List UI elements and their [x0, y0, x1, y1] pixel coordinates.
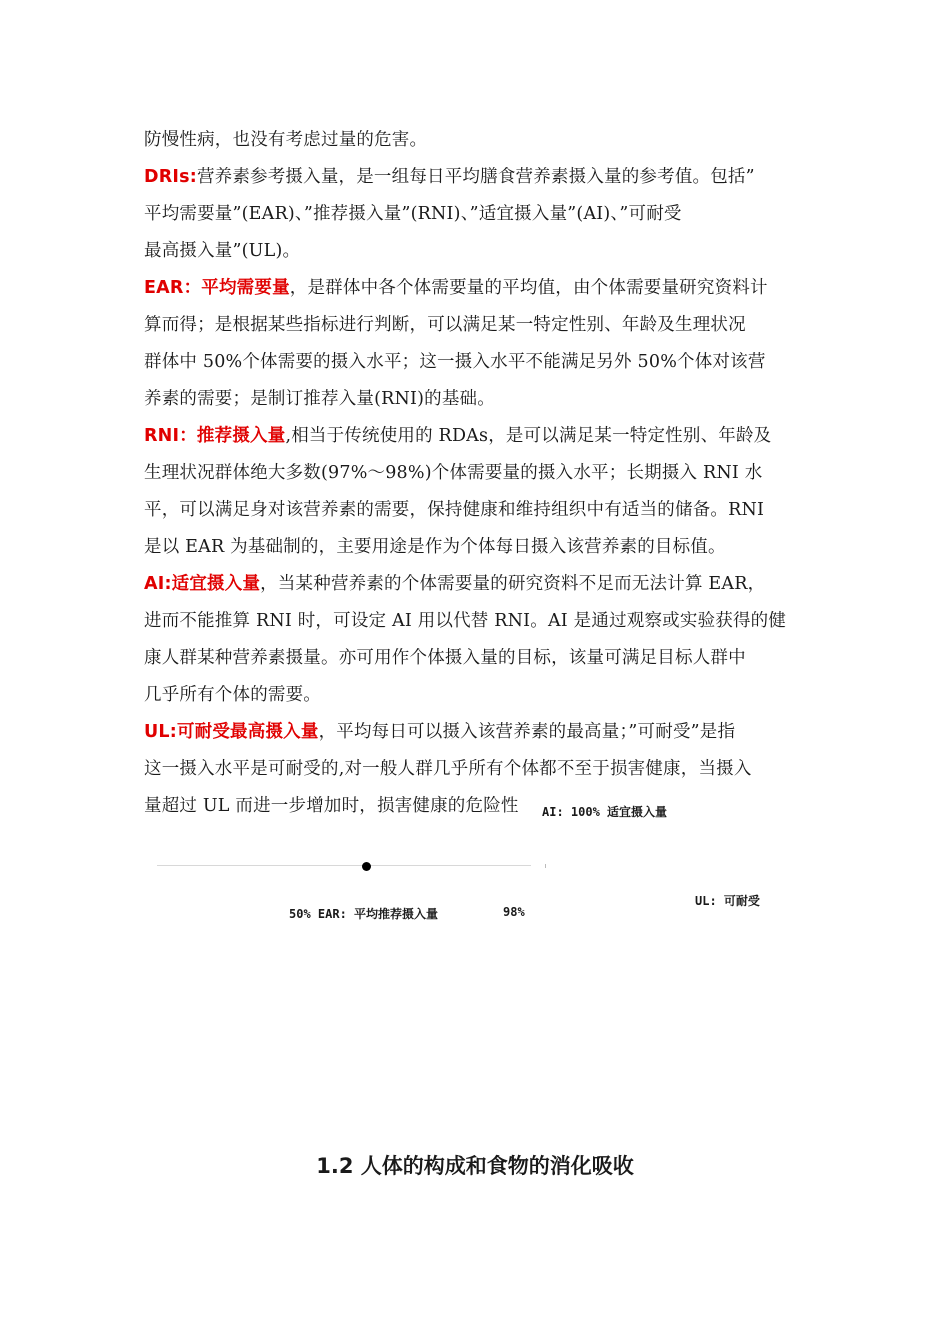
paragraph-line: 量超过 UL 而进一步增加时，损害健康的危险性	[144, 796, 519, 816]
ear-label: 50% EAR: 平均推荐摄入量	[289, 907, 439, 921]
paragraph-text: ，平均每日可以摄入该营养素的最高量；”可耐受”是指	[318, 722, 736, 742]
paragraph-text: ,相当于传统使用的 RDAs，是可以满足某一特定性别、年龄及	[285, 426, 772, 446]
paragraph-text: ，当某种营养素的个体需要量的研究资料不足而无法计算 EAR，	[260, 574, 766, 594]
paragraph-line: 康人群某种营养素摄量。亦可用作个体摄入量的目标，该量可满足目标人群中	[144, 648, 746, 668]
dris-definition-line	[144, 163, 755, 188]
paragraph-line: 进而不能推算 RNI 时，可设定 AI 用以代替 RNI。AI 是通过观察或实验获得的健	[144, 611, 787, 631]
paragraph-line: 几乎所有个体的需要。	[144, 685, 321, 705]
axis-tick	[545, 864, 546, 868]
paragraph-line: 群体中 50%个体需要的摄入水平；这一摄入水平不能满足另外 50%个体对该营	[144, 352, 766, 372]
intake-axis-line	[157, 865, 531, 866]
section-heading: 1.2 人体的构成和食物的消化吸收	[316, 1154, 634, 1178]
paragraph-text: 营养素参考摄入量，是一组每日平均膳食营养素摄入量的参考值。包括”	[196, 167, 755, 187]
ai-definition-line	[144, 570, 765, 595]
paragraph-line: 生理状况群体绝大多数(97%～98%)个体需要量的摄入水平；长期摄入 RNI 水	[144, 463, 763, 483]
paragraph-line: 平均需要量”(EAR)、”推荐摄入量”(RNI)、”适宜摄入量”(AI)、”可耐受	[144, 204, 682, 224]
paragraph-line: 防慢性病，也没有考虑过量的危害。	[144, 130, 428, 150]
ul-label: UL: 可耐受	[695, 894, 760, 908]
paragraph-text: ，是群体中各个体需要量的平均值，由个体需要量研究资料计	[289, 278, 768, 298]
rni-definition-line	[144, 422, 771, 447]
ul-definition-line	[144, 718, 735, 743]
paragraph-line: 算而得；是根据某些指标进行判断，可以满足某一特定性别、年龄及生理状况	[144, 315, 746, 335]
paragraph-line: 这一摄入水平是可耐受的,对一般人群几乎所有个体都不至于损害健康，当摄入	[144, 759, 752, 779]
term-rni: RNI：推荐摄入量	[144, 426, 286, 446]
paragraph-line: 平，可以满足身对该营养素的需要，保持健康和维持组织中有适当的储备。RNI	[144, 500, 765, 520]
rni-98-label: 98%	[503, 905, 525, 919]
term-ai: AI:适宜摄入量	[144, 574, 261, 594]
term-dris: DRIs:	[144, 167, 197, 187]
term-ul: UL:可耐受最高摄入量	[144, 722, 319, 742]
ai-label: AI: 100% 适宜摄入量	[542, 805, 668, 819]
paragraph-line: 最高摄入量”(UL)。	[144, 241, 301, 261]
ear-point-marker	[362, 862, 371, 871]
paragraph-line: 养素的需要；是制订推荐入量(RNI)的基础。	[144, 389, 495, 409]
paragraph-line: 是以 EAR 为基础制的，主要用途是作为个体每日摄入该营养素的目标值。	[144, 537, 726, 557]
ear-definition-line	[144, 274, 768, 299]
term-ear: EAR：平均需要量	[144, 278, 290, 298]
